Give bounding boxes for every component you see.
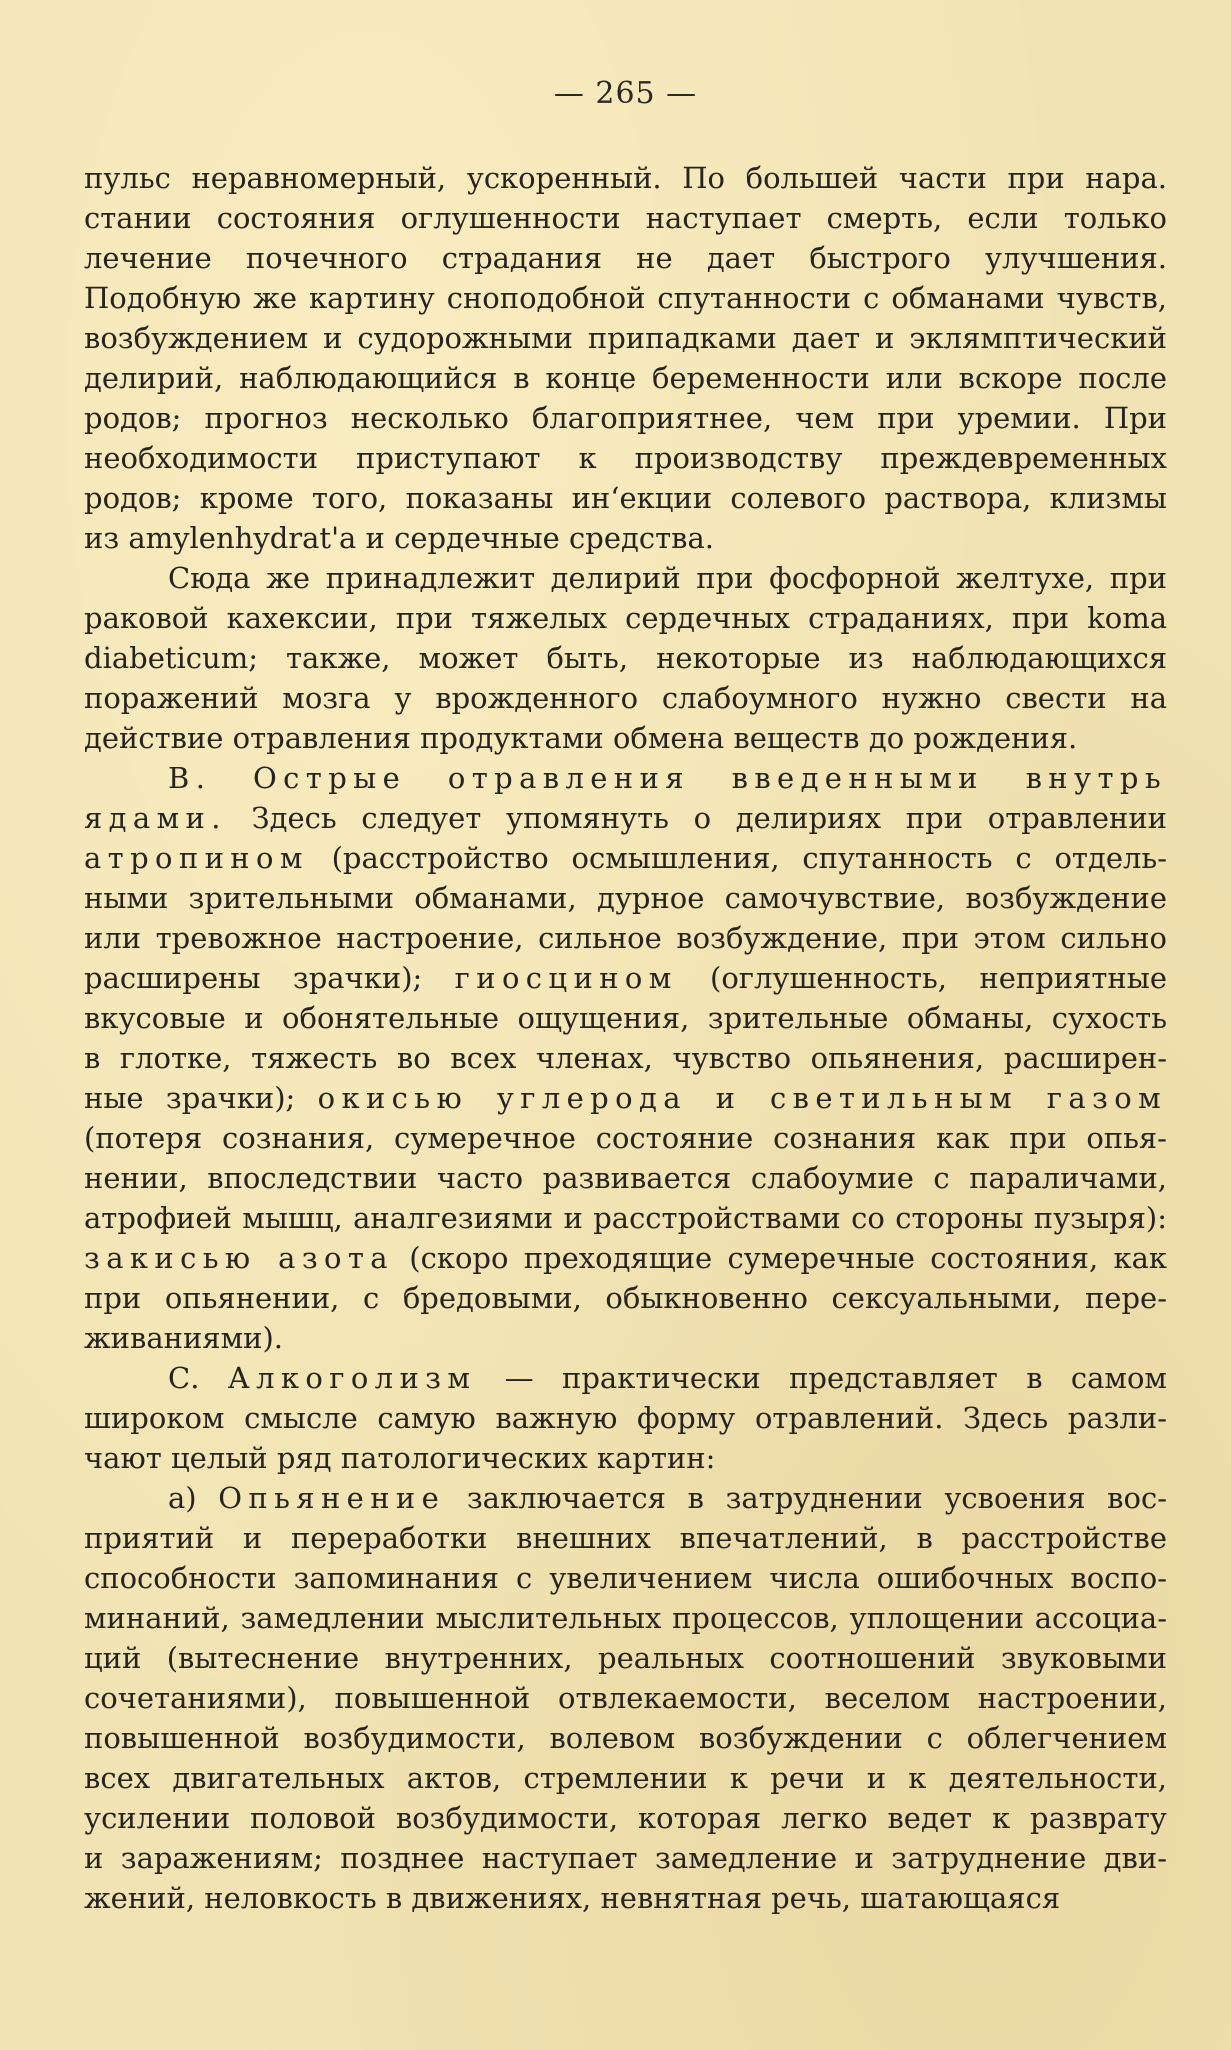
text-segment: приятий и переработки внешних впечатлений, в расстройстве [84, 1521, 1167, 1555]
paragraph [84, 1478, 1167, 1918]
text-line [84, 1558, 1167, 1598]
text-line [84, 1158, 1167, 1198]
text-segment: (расстройство осмышления, спутанность с отдель- [308, 841, 1167, 875]
text-line [84, 878, 1167, 918]
text-line [84, 1638, 1167, 1678]
text-segment: способности запоминания с увеличением числа ошибочных воспо- [84, 1561, 1167, 1595]
text-segment: (потеря сознания, сумеречное состояние сознания как при опья- [84, 1121, 1167, 1155]
text-line [84, 1358, 1167, 1398]
text-segment: ными зрительными обманами, дурное самочувствие, возбуждение [84, 881, 1167, 915]
text-segment: ные зрачки); [84, 1081, 318, 1115]
text-line [84, 1478, 1167, 1518]
text-line [84, 1078, 1167, 1118]
text-segment: жений, неловкость в движениях, невнятная речь, шатающаяся [84, 1881, 1061, 1915]
text-segment: заключается в затруднении усвоения вос- [445, 1481, 1167, 1515]
body-text [84, 158, 1167, 1918]
spaced-emphasis-text: закисью азота [84, 1241, 394, 1275]
spaced-emphasis-text: В. Острые отравления введенными внутрь [168, 761, 1167, 795]
text-segment: diabeticum; также, может быть, некоторые из наблюдающихся [84, 641, 1167, 675]
text-line [84, 518, 1167, 558]
spaced-emphasis-text: окисью углерода и светильным газом [317, 1081, 1167, 1115]
text-segment: широком смысле самую важную форму отравлений. Здесь разли- [84, 1401, 1167, 1435]
text-segment: делирий, наблюдающийся в конце беременности или вскоре после [84, 361, 1167, 395]
text-segment: родов; кроме того, показаны ин‘екции солевого раствора, клизмы [84, 481, 1167, 515]
text-line [84, 1038, 1167, 1078]
spaced-emphasis-text: атропином [84, 841, 309, 875]
text-line [84, 798, 1167, 838]
text-line [84, 358, 1167, 398]
text-segment: всех двигательных актов, стремлении к речи и к деятельности, [84, 1761, 1167, 1795]
text-segment: — практически представляет в самом [476, 1361, 1167, 1395]
text-line [84, 198, 1167, 238]
text-segment: действие отравления продуктами обмена веществ до рождения. [84, 721, 1078, 755]
text-line [84, 1238, 1167, 1278]
text-segment: минаний, замедлении мыслительных процессов, уплощении ассоциа- [84, 1601, 1167, 1635]
text-segment: при опьянении, с бредовыми, обыкновенно сексуальными, пере- [84, 1281, 1167, 1315]
text-segment: и заражениям; позднее наступает замедление и затруднение дви- [84, 1841, 1167, 1875]
text-line [84, 318, 1167, 358]
paragraph [84, 1358, 1167, 1478]
text-line [84, 998, 1167, 1038]
text-segment: возбуждением и судорожными припадками дает и эклямптический [84, 321, 1167, 355]
text-line [84, 678, 1167, 718]
text-line [84, 758, 1167, 798]
text-segment: раковой кахексии, при тяжелых сердечных страданиях, при koma [84, 601, 1167, 635]
text-line [84, 1278, 1167, 1318]
text-line [84, 1198, 1167, 1238]
text-line [84, 598, 1167, 638]
text-segment: чают целый ряд патологических картин: [84, 1441, 716, 1475]
text-line [84, 1878, 1167, 1918]
text-segment: С. [168, 1361, 228, 1395]
text-segment: атрофией мышц, аналгезиями и расстройствами со стороны пузыря): [84, 1201, 1167, 1235]
spaced-emphasis-text: гиосцином [454, 961, 678, 995]
text-line [84, 158, 1167, 198]
text-line [84, 1678, 1167, 1718]
text-line [84, 958, 1167, 998]
spaced-emphasis-text: Опьянение [218, 1481, 446, 1515]
text-segment: усилении половой возбудимости, которая легко ведет к разврату [84, 1801, 1167, 1835]
text-segment: Здесь следует упомянуть о делириях при отравлении [226, 801, 1167, 835]
text-segment: Подобную же картину сноподобной спутанности с обманами чувств, [84, 281, 1167, 315]
text-segment: родов; прогноз несколько благоприятнее, чем при уремии. При [84, 401, 1167, 435]
text-line [84, 718, 1167, 758]
text-line [84, 1598, 1167, 1638]
text-line [84, 1798, 1167, 1838]
text-segment: (оглушенность, неприятные [677, 961, 1167, 995]
text-segment: ций (вытеснение внутренних, реальных соотношений звуковыми [84, 1641, 1167, 1675]
text-line [84, 638, 1167, 678]
text-segment: из amylenhydrat'a и сердечные средства. [84, 521, 714, 555]
text-line [84, 1838, 1167, 1878]
text-line [84, 1758, 1167, 1798]
text-line [84, 278, 1167, 318]
spaced-emphasis-text: ядами. [84, 801, 227, 835]
text-segment: стании состояния оглушенности наступает смерть, если только [84, 201, 1167, 235]
text-segment: повышенной возбудимости, волевом возбуждении с облегчением [84, 1721, 1167, 1755]
text-line [84, 1518, 1167, 1558]
text-segment: или тревожное настроение, сильное возбуждение, при этом сильно [84, 921, 1167, 955]
text-segment: а) [168, 1481, 219, 1515]
text-line [84, 478, 1167, 518]
text-segment: живаниями). [84, 1321, 283, 1355]
text-line [84, 1438, 1167, 1478]
text-line [84, 1398, 1167, 1438]
text-line [84, 438, 1167, 478]
text-segment: поражений мозга у врожденного слабоумного нужно свести на [84, 681, 1167, 715]
text-line [84, 1318, 1167, 1358]
text-line [84, 398, 1167, 438]
text-line [84, 558, 1167, 598]
text-segment: сочетаниями), повышенной отвлекаемости, веселом настроении, [84, 1681, 1167, 1715]
paragraph [84, 558, 1167, 758]
paragraph [84, 758, 1167, 1358]
text-line [84, 238, 1167, 278]
text-segment: в глотке, тяжесть во всех членах, чувство опьянения, расширен- [84, 1041, 1167, 1075]
text-segment: пульс неравномерный, ускоренный. По большей части при нара. [84, 161, 1167, 195]
page-number: — 265 — [553, 76, 698, 111]
text-segment: вкусовые и обонятельные ощущения, зрительные обманы, сухость [84, 1001, 1167, 1035]
text-line [84, 1118, 1167, 1158]
text-segment: Сюда же принадлежит делирий при фосфорной желтухе, при [168, 561, 1167, 595]
text-line [84, 1718, 1167, 1758]
text-line [84, 838, 1167, 878]
text-segment: необходимости приступают к производству преждевременных [84, 441, 1167, 475]
text-line [84, 918, 1167, 958]
paragraph [84, 158, 1167, 558]
spaced-emphasis-text: Алкоголизм [227, 1361, 477, 1395]
text-segment: расширены зрачки); [84, 961, 455, 995]
text-segment: нении, впоследствии часто развивается слабоумие с параличами, [84, 1161, 1167, 1195]
text-segment: (скоро преходящие сумеречные состояния, как [393, 1241, 1167, 1275]
text-segment: лечение почечного страдания не дает быстрого улучшения. [84, 241, 1167, 275]
